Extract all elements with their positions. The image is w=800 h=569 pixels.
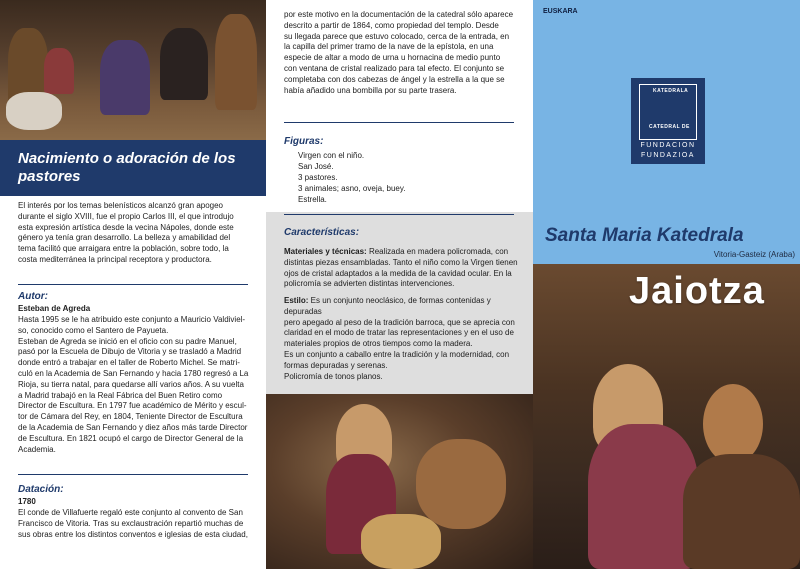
logo-text-top: KATEDRALA	[653, 88, 689, 94]
materiales-text: Realizada en madera policromada, con distintas piezas ensambladas. Tanto el niño como la Virgen tienen ojos de cristal adaptados a la medida de la cavidad ocular. En la policromía se advierten distintas intervenciones.	[284, 247, 518, 289]
figura-item: 3 animales; asno, oveja, buey.	[298, 184, 406, 193]
divider	[284, 122, 514, 123]
figuras-heading: Figuras:	[284, 136, 324, 147]
logo-fundacion: FUNDACION	[640, 142, 696, 149]
datacion-heading: Datación:	[18, 484, 64, 495]
figura-item: Virgen con el niño.	[298, 151, 365, 160]
materiales-label: Materiales y técnicas:	[284, 247, 367, 256]
right-panel	[533, 0, 800, 569]
autor-heading: Autor:	[18, 291, 48, 302]
estilo-text: Es un conjunto neoclásico, de formas contenidas y depuradas pero apegado al peso de la tradición barroca, que se aprecia con claridad en el modo de tratar las representaciones y en el uso de materiales propios de otros tiempos como la madera. Es un conjunto a caballo entre la tradición y la modernidad, con formas depuradas y serenas. Policromía de tonos planos.	[284, 296, 515, 381]
logo-text-bottom: CATEDRAL DE	[649, 124, 690, 130]
materiales-paragraph	[284, 247, 529, 290]
nativity-photo-top	[0, 0, 266, 140]
middle-panel	[266, 0, 533, 569]
divider	[18, 474, 248, 475]
city-label: Vitoria-Gasteiz (Araba)	[713, 250, 795, 259]
fundacion-logo	[631, 78, 705, 164]
virgin-and-ox-photo	[266, 394, 533, 569]
intro-text: El interés por los temas belenísticos alcanzó gran apogeo durante el siglo XVIII, fue el propio Carlos III, el que introdujo esta expresión artística desde la vecina Nápoles, donde este género ya tenía gran desarrollo. La belleza y amabilidad del tema facilitó que arraigara entre la población, sobre todo, la costa mediterránea la principal receptora y productora.	[18, 201, 234, 264]
page-title: Nacimiento o adoración de los pastores	[18, 150, 236, 185]
left-panel	[0, 0, 266, 569]
figura-item: San José.	[298, 162, 334, 171]
figura-item: 3 pastores.	[298, 173, 338, 182]
divider	[284, 214, 514, 215]
cathedral-name: Santa Maria Katedrala	[545, 225, 744, 246]
headline: Jaiotza	[629, 270, 765, 312]
logo-fundazioa: FUNDAZIOA	[641, 152, 695, 159]
figura-item: Estrella.	[298, 195, 327, 204]
autor-text: Hasta 1995 se le ha atribuido este conjunto a Mauricio Valdiviel- so, conocido como el Santero de Payueta. Esteban de Agreda se inició en el oficio con su padre Manuel, pasó por la Escuela de Dibujo de Vitoria y se trasladó a Madrid donde entró a trabajar en el taller de Roberto Michel. Se matri- culó en la Academia de San Fernando y hacia 1780 regresó a La Rioja, su tierra natal, para quedarse allí varios años. A su vuelta a Madrid trabajó en la Real Fábrica del Buen Retiro como Director de Escultura. En 1797 fue académico de Mérito y escul- tor de Cámara del Rey, en 1804, Teniente Director de Escultura de la Academia de San Fernando y diez años más tarde Director de Escultura. En 1821 ocupó el cargo de Director General de la Academia.	[18, 315, 249, 454]
language-label[interactable]: EUSKARA	[543, 8, 578, 15]
divider	[18, 284, 248, 285]
datacion-text: El conde de Villafuerte regaló este conjunto al convento de San Francisco de Vitoria. Tras su exclaustración repartió muchas de sus obras entre los distintos conventos e iglesias de esta ciudad,	[18, 508, 248, 539]
caracteristicas-heading: Características:	[284, 227, 360, 238]
estilo-paragraph	[284, 296, 529, 382]
caracteristicas-box	[266, 212, 533, 394]
estilo-label: Estilo:	[284, 296, 309, 305]
datacion-year: 1780	[18, 497, 36, 506]
autor-name: Esteban de Agreda	[18, 304, 91, 313]
middle-intro-text: por este motivo en la documentación de la catedral sólo aparece descrito a partir de 1864, como propiedad del templo. Desde su llegada parece que estuvo colocado, cerca de la entrada, en la capilla del primer tramo de la nave de la epístola, en una especie de altar a modo de urna u hornacina de medio punto con ventana de cristal realizado para tal efecto. El conjunto se completaba con dos cabezas de ángel y la estrella a la que se había añadido una bombilla por su parte trasera.	[284, 10, 514, 95]
title-bar	[0, 140, 266, 196]
